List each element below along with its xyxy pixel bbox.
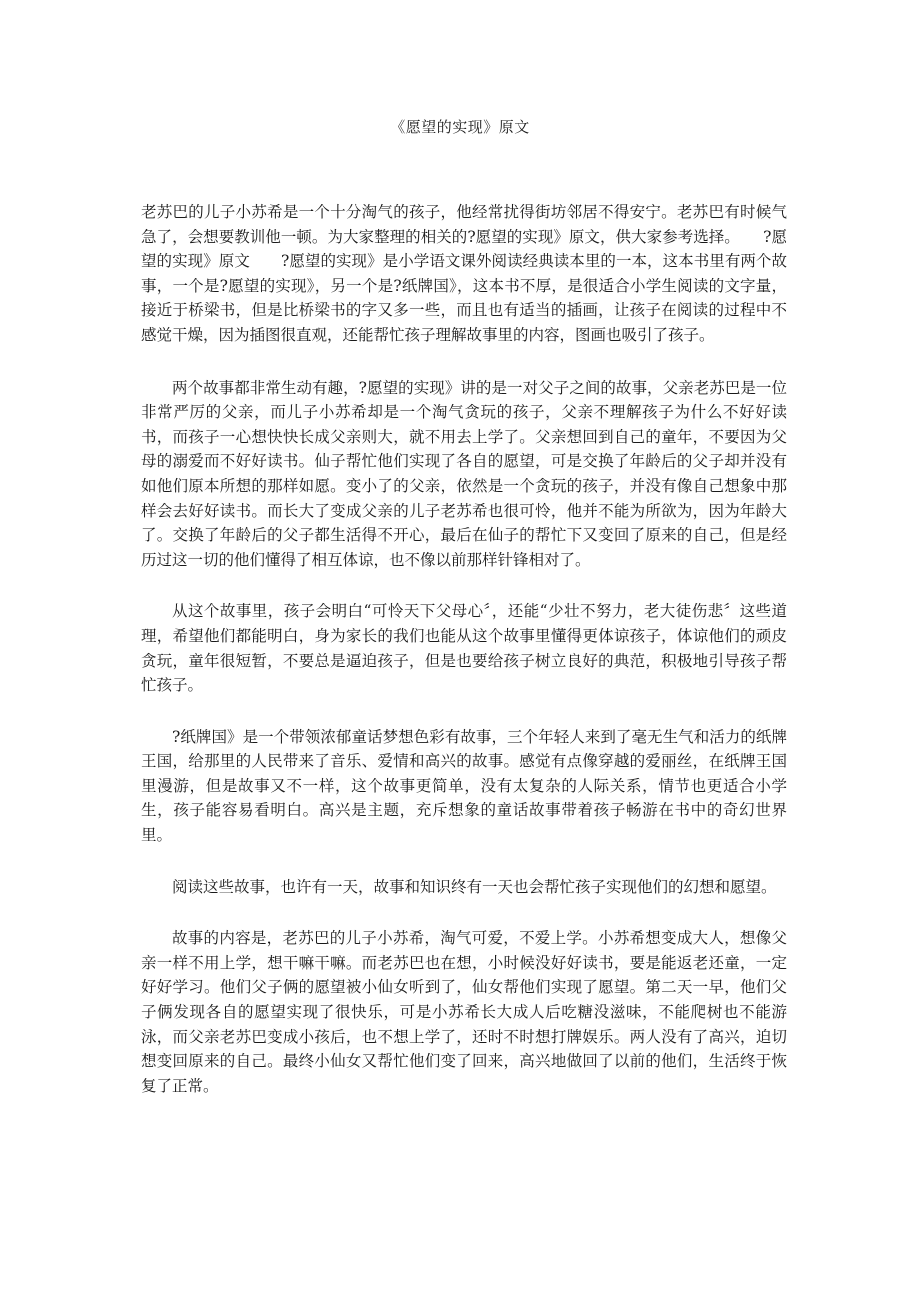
paragraph-reading-hope: 阅读这些故事，也许有一天，故事和知识终有一天也会帮忙孩子实现他们的幻想和愿望。 [172,877,777,896]
paragraph-lesson: 从这个故事里，孩子会明白“可怜天下父母心〞，还能“少壮不努力，老大徒伤悲〞这些道理，希望他们都能明白，身为家长的我们也能从这个故事里懂得更体谅孩子，体谅他们的顽皮贪玩，童年很短暂，不要总是逼迫孩子，但是也要给孩子树立良好的典范，积极地引导孩子帮忙孩子。 [141,602,787,695]
document-body [141,200,787,1125]
paragraph-intro: 老苏巴的儿子小苏希是一个十分淘气的孩子，他经常扰得街坊邻居不得安宁。老苏巴有时候气急了，会想要教训他一顿。为大家整理的相关的?愿望的实现》原文，供大家参考选择。 ?愿望的实现》原文 ?愿望的实现》是小学语文课外阅读经典读本里的一本，这本书里有两个故事，一个是?愿望的实现》，另一个是?纸牌国》，这本书不厚，是很适合小学生阅读的文字量，接近于桥梁书，但是比桥梁书的字又多一些，而且也有适当的插画，让孩子在阅读的过程中不感觉干燥，因为插图很直观，还能帮忙孩子理解故事里的内容，图画也吸引了孩子。 [141,203,787,344]
paragraph-story-summary: 两个故事都非常生动有趣，?愿望的实现》讲的是一对父子之间的故事，父亲老苏巴是一位非常严厉的父亲，而儿子小苏希却是一个淘气贪玩的孩子，父亲不理解孩子为什么不好好读书，而孩子一心想快快长成父亲则大，就不用去上学了。父亲想回到自己的童年，不要因为父母的溺爱而不好好读书。仙子帮忙他们实现了各自的愿望，可是交换了年龄后的父子却并没有如他们原本所想的那样如愿。变小了的父亲，依然是一个贪玩的孩子，并没有像自己想象中那样会去好好读书。而长大了变成父亲的儿子老苏希也很可怜，他并不能为所欲为，因为年龄大了。交换了年龄后的父子都生活得不开心，最后在仙子的帮忙下又变回了原来的自己，但是经历过这一切的他们懂得了相互体谅，也不像以前那样针锋相对了。 [141,378,787,569]
paragraph-card-kingdom: ?纸牌国》是一个带领浓郁童话梦想色彩有故事，三个年轻人来到了毫无生气和活力的纸牌王国，给那里的人民带来了音乐、爱情和高兴的故事。感觉有点像穿越的爱丽丝，在纸牌王国里漫游，但是故事又不一样，这个故事更简单，没有太复杂的人际关系，情节也更适合小学生，孩子能容易看明白。高兴是主题，充斥想象的童话故事带着孩子畅游在书中的奇幻世界里。 [141,727,787,845]
document-title: 《愿望的实现》原文 [390,118,530,136]
paragraph-plot: 故事的内容是，老苏巴的儿子小苏希，淘气可爱，不爱上学。小苏希想变成大人，想像父亲一样不用上学，想干嘛干嘛。而老苏巴也在想，小时候没好好读书，要是能返老还童，一定好好学习。他们父子俩的愿望被小仙女听到了，仙女帮他们实现了愿望。第二天一早，他们父子俩发现各自的愿望实现了很快乐，可是小苏希长大成人后吃糖没滋味，不能爬树也不能游泳，而父亲老苏巴变成小孩后，也不想上学了，还时不时想打牌娱乐。两人没有了高兴，迫切想变回原来的自己。最终小仙女又帮忙他们变了回来，高兴地做回了以前的他们，生活终于恢复了正常。 [141,929,787,1095]
